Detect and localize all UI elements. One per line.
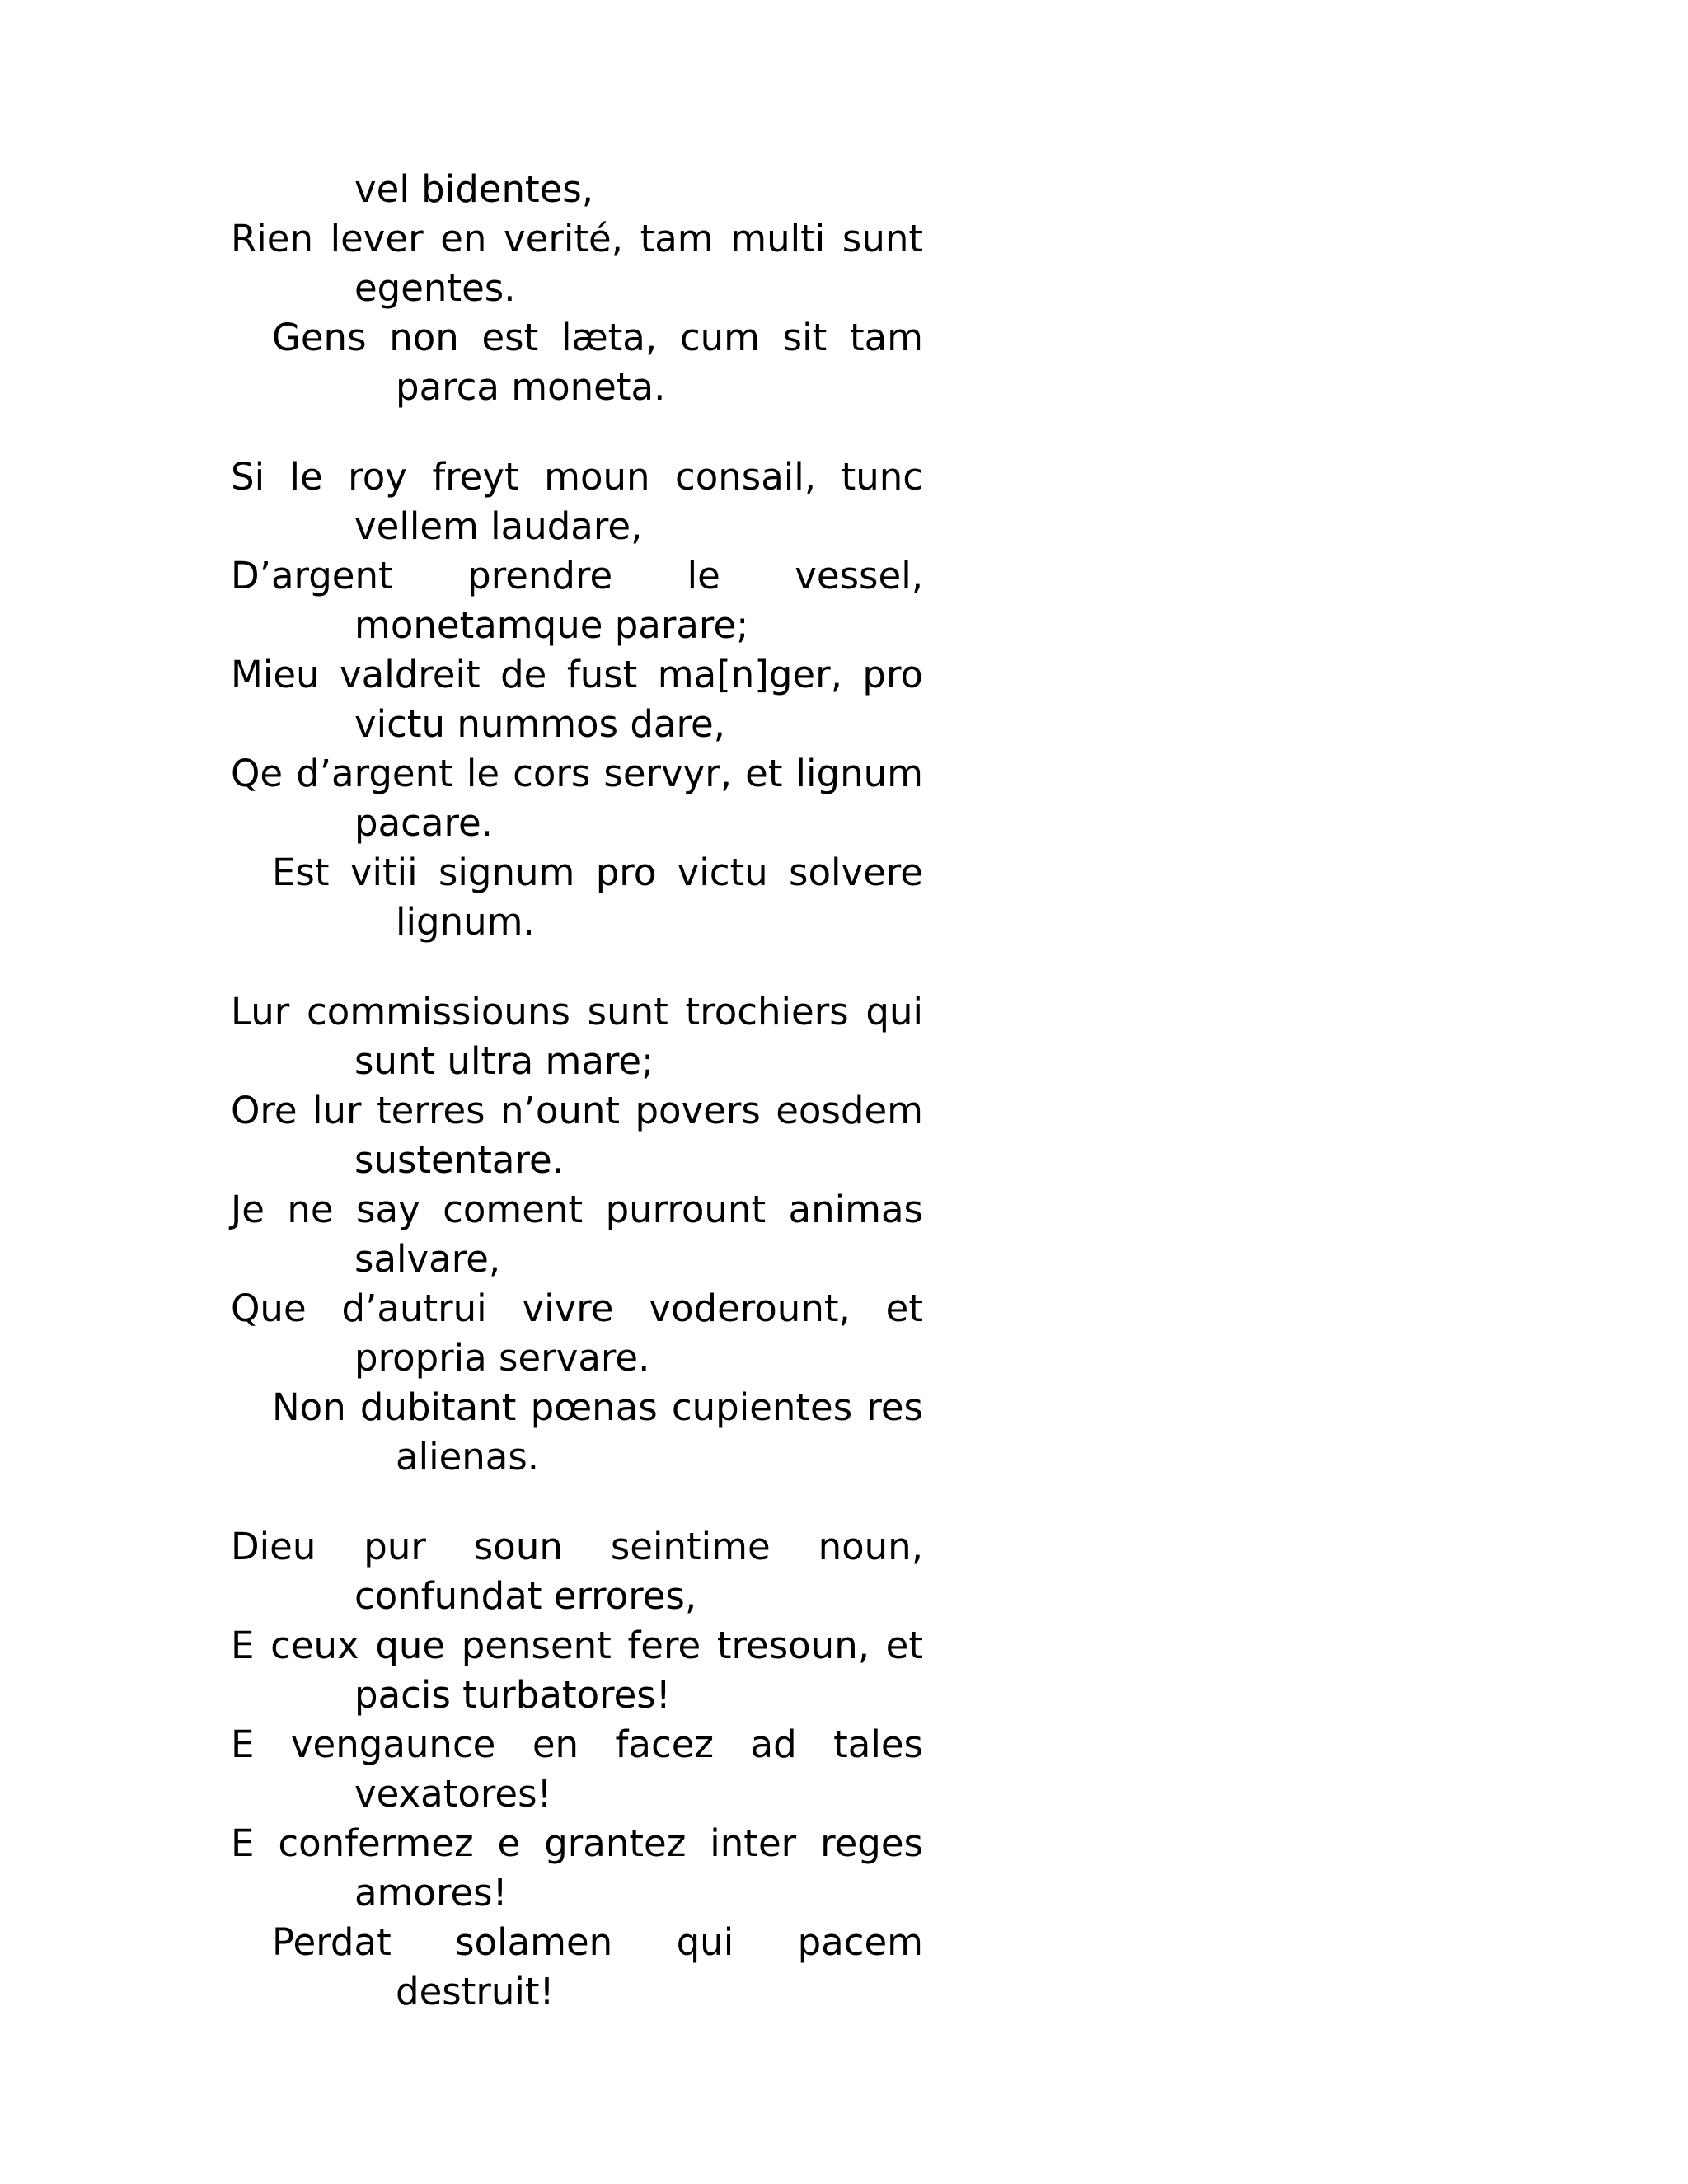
stanza-3-line-2: Ore lur terres n’ount povers eosdem sustentare. <box>231 1089 923 1182</box>
stanza-4 <box>231 1522 923 2017</box>
stanza-1-line-1: vel bidentes, <box>354 167 594 211</box>
stanza-4-line-1: Dieu pur soun seintime noun, confundat errores, <box>231 1525 923 1618</box>
stanza-4-line-3: E vengaunce en facez ad tales vexatores! <box>231 1722 923 1816</box>
stanza-4-refrain: Perdat solamen qui pacem destruit! <box>272 1920 923 2013</box>
stanza-2-refrain: Est vitii signum pro victu solvere lignum. <box>272 851 923 944</box>
stanza-1-refrain: Gens non est læta, cum sit tam parca moneta. <box>272 316 923 409</box>
stanza-2 <box>231 452 923 947</box>
stanza-2-line-3: Mieu valdreit de fust ma[n]ger, pro victu nummos dare, <box>231 653 923 746</box>
page-viewport <box>231 167 923 2013</box>
stanza-2-line-2: D’argent prendre le vessel, monetamque parare; <box>231 554 923 647</box>
stanza-2-line-1: Si le roy freyt moun consail, tunc vellem laudare, <box>231 455 923 548</box>
stanza-3-line-3: Je ne say coment purrount animas salvare, <box>231 1188 923 1281</box>
stanza-3-refrain: Non dubitant pœnas cupientes res alienas. <box>272 1385 923 1479</box>
stanza-1-line-2: Rien lever en verité, tam multi sunt egentes. <box>231 217 923 310</box>
stanza-1 <box>231 165 923 412</box>
stanza-3-line-4: Que d’autrui vivre voderount, et propria servare. <box>231 1286 923 1380</box>
stanza-2-line-4: Qe d’argent le cors servyr, et lignum pacare. <box>231 752 923 845</box>
stanza-3-line-1: Lur commissiouns sunt trochiers qui sunt ultra mare; <box>231 990 923 1083</box>
stanza-3 <box>231 987 923 1482</box>
poem-body <box>231 165 923 2057</box>
stanza-4-line-4: E confermez e grantez inter reges amores! <box>231 1821 923 1915</box>
stanza-4-line-2: E ceux que pensent fere tresoun, et pacis turbatores! <box>231 1624 923 1717</box>
